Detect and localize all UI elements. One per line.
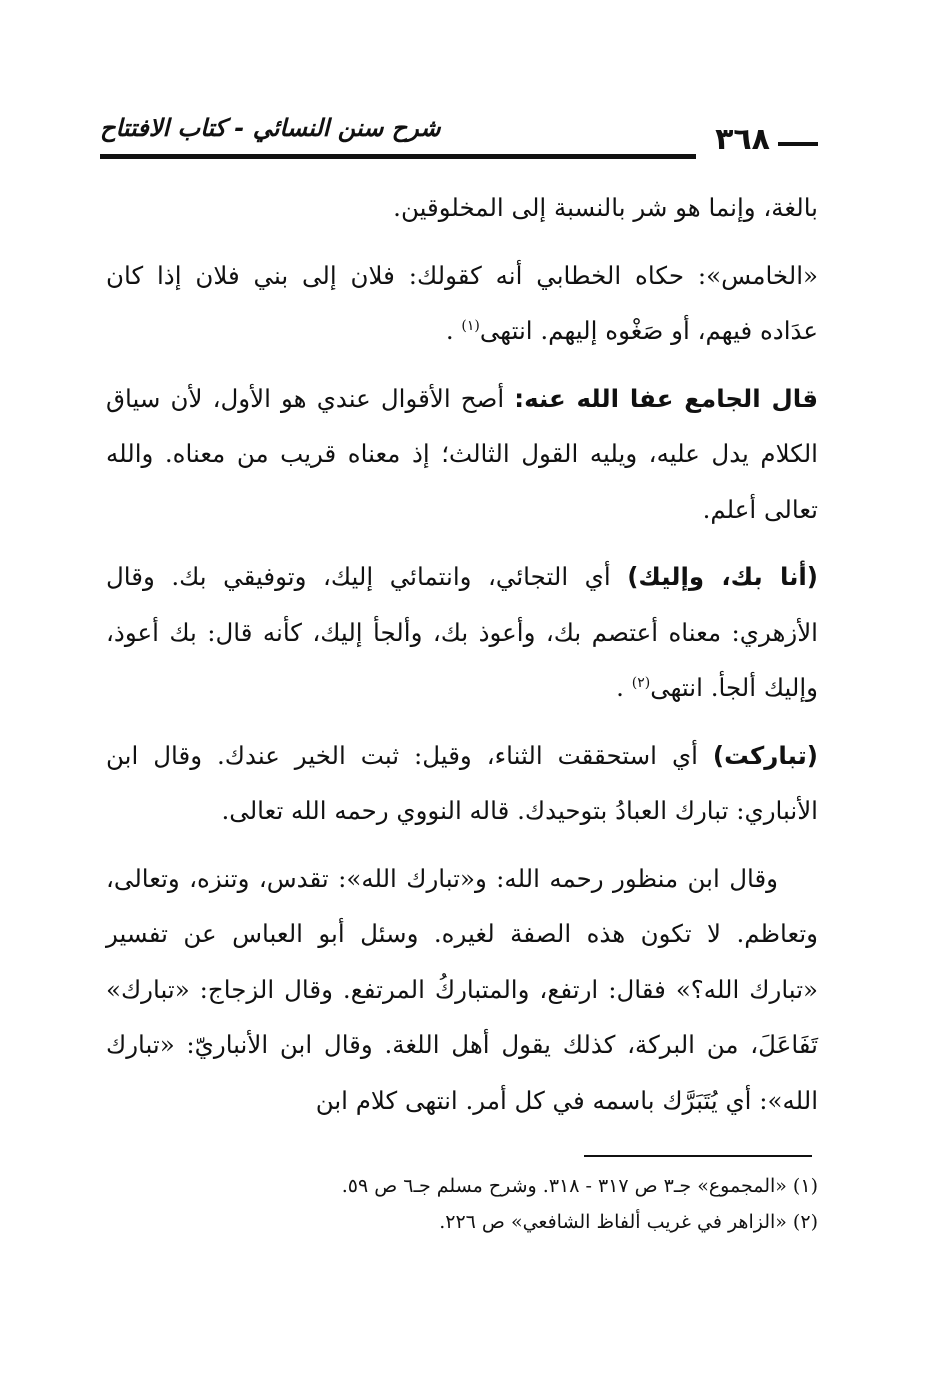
paragraph-lead: (تباركت) bbox=[712, 740, 818, 770]
paragraph-3 bbox=[106, 371, 818, 538]
running-header-title: شرح سنن النسائي - كتاب الافتتاح bbox=[100, 114, 441, 142]
paragraph-tail: . bbox=[616, 673, 632, 702]
footnote-ref: (١) bbox=[461, 317, 480, 334]
running-header bbox=[100, 108, 818, 160]
paragraph-text: أي استحققت الثناء، وقيل: ثبت الخير عندك. وقال ابن الأنباري: تبارك العبادُ بتوحيدك. قاله النووي رحمه الله تعالى. bbox=[106, 740, 818, 825]
paragraph-text: «الخامس»: حكاه الخطابي أنه كقولك: فلان إلى بني فلان إذا كان عدَاده فيهم، أو صَغْوه إليهم. انتهى bbox=[106, 260, 818, 345]
paragraph-5 bbox=[106, 728, 818, 839]
page-number-dash bbox=[778, 142, 818, 146]
paragraph-lead: (أنا بك، وإليك) bbox=[627, 562, 818, 591]
paragraph-text: بالغة، وإنما هو شر بالنسبة إلى المخلوقين. bbox=[393, 193, 818, 222]
paragraph-text: وقال ابن منظور رحمه الله: و«تبارك الله»: تقدس، وتنزه، وتعالى، وتعاظم. لا تكون هذه الصفة لغيره. وسئل أبو العباس عن تفسير «تبارك الله؟» فقال: ارتفع، والمتباركُ المرتفع. وقال الزجاج: «تبارك» تَفَاعَلَ، من البركة، كذلك يقول أهل اللغة. وقال ابن الأنباريّ: «تبارك الله»: أي يُتَبَرَّك باسمه في كل أمر. انتهى كلام ابن bbox=[106, 863, 818, 1115]
footnote-ref: (٢) bbox=[631, 674, 651, 691]
header-rule bbox=[100, 154, 696, 159]
footnote-1: (١) «المجموع» جـ٣ ص ٣١٧ - ٣١٨. وشرح مسلم جـ٦ ص ٥٩. bbox=[341, 1175, 818, 1197]
paragraph-2 bbox=[106, 248, 818, 359]
paragraph-lead: قال الجامع عفا الله عنه: bbox=[514, 383, 818, 413]
body-text bbox=[106, 180, 818, 1140]
paragraph-tail: . bbox=[445, 316, 462, 345]
paragraph-6 bbox=[106, 851, 818, 1129]
footnote-2: (٢) «الزاهر في غريب ألفاظ الشافعي» ص ٢٢٦. bbox=[439, 1211, 818, 1233]
footnotes bbox=[200, 1168, 818, 1240]
page-number: ٣٦٨ bbox=[715, 122, 770, 157]
paragraph-text: أصح الأقوال عندي هو الأول، لأن سياق الكلام يدل عليه، ويليه القول الثالث؛ إذ معناه قريب من معناه. والله تعالى أعلم. bbox=[106, 383, 818, 524]
paragraph-4 bbox=[106, 549, 818, 716]
footnote-rule bbox=[584, 1155, 812, 1157]
paragraph-1 bbox=[106, 180, 818, 236]
paragraph-text: أي التجائي، وانتمائي إليك، وتوفيقي بك. وقال الأزهري: معناه أعتصم بك، وأعوذ بك، وألجأ إليك، كأنه قال: بك أعوذ، وإليك ألجأ. انتهى bbox=[106, 562, 818, 702]
